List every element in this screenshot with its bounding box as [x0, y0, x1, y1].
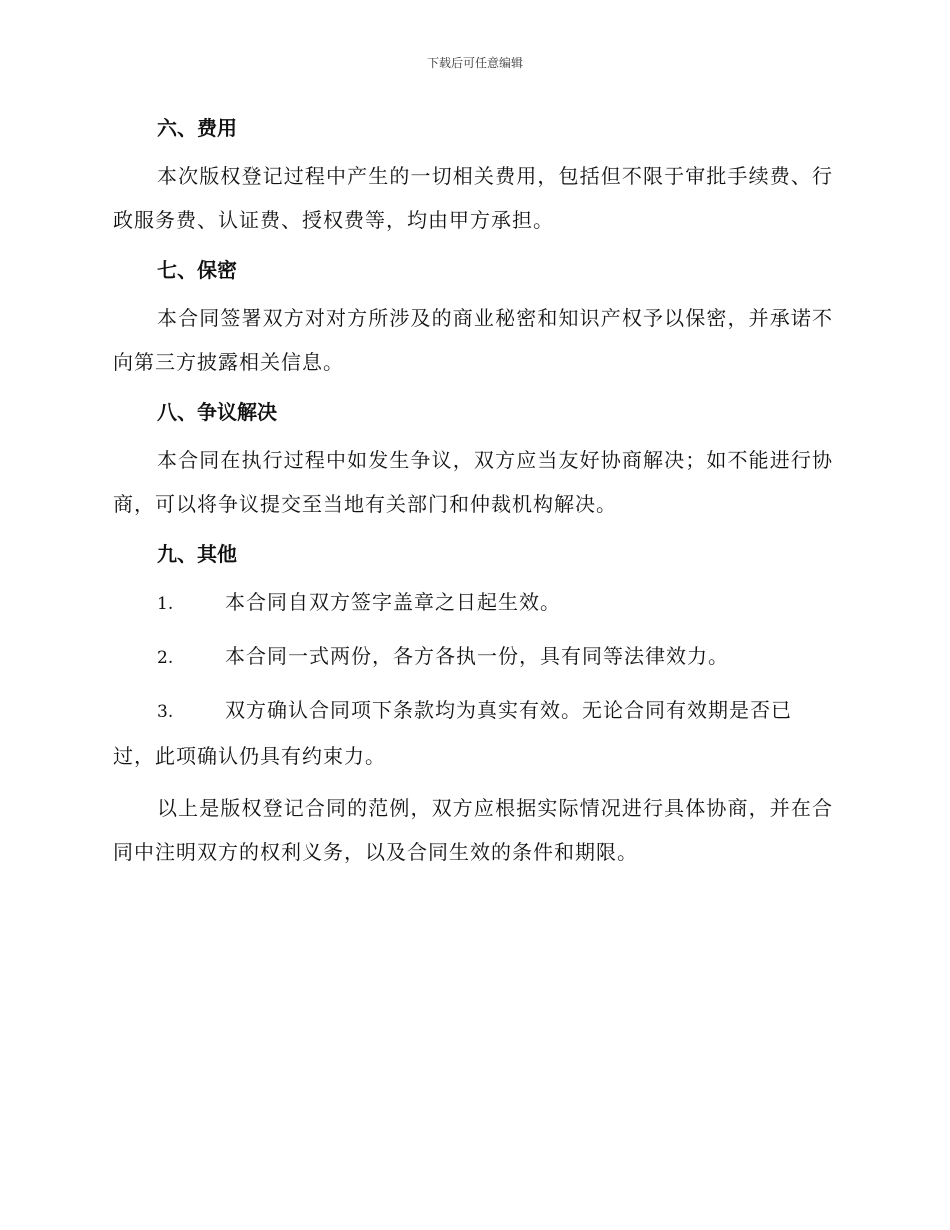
list-item-text: 双方确认合同项下条款均为真实有效。无论合同有效期是否已过，此项确认仍具有约束力。 [113, 698, 792, 768]
list-item-number: 3. [157, 702, 174, 722]
section-paragraph-confidentiality: 本合同签署双方对对方所涉及的商业秘密和知识产权予以保密，并承诺不向第三方披露相关信息。 [113, 306, 833, 374]
section-heading-other: 九、其他 [157, 542, 237, 566]
page-header: 下载后可任意编辑 [426, 56, 523, 70]
section-heading-fees: 六、费用 [157, 116, 237, 140]
list-item [113, 580, 833, 626]
document-body [113, 108, 833, 882]
list-item-text: 本合同自双方签字盖章之日起生效。 [225, 590, 561, 614]
list-item-number: 2. [157, 648, 174, 668]
list-item [113, 634, 833, 680]
section-heading-confidentiality: 七、保密 [157, 258, 237, 282]
section-heading-dispute: 八、争议解决 [157, 400, 277, 424]
section-paragraph-fees: 本次版权登记过程中产生的一切相关费用，包括但不限于审批手续费、行政服务费、认证费、授权费等，均由甲方承担。 [113, 164, 833, 232]
list-item-text: 本合同一式两份，各方各执一份，具有同等法律效力。 [225, 644, 729, 668]
closing-paragraph: 以上是版权登记合同的范例，双方应根据实际情况进行具体协商，并在合同中注明双方的权利义务，以及合同生效的条件和期限。 [113, 796, 833, 864]
list-item-number: 1. [157, 594, 174, 614]
section-paragraph-dispute: 本合同在执行过程中如发生争议，双方应当友好协商解决；如不能进行协商，可以将争议提交至当地有关部门和仲裁机构解决。 [113, 448, 833, 516]
list-item [113, 688, 833, 778]
